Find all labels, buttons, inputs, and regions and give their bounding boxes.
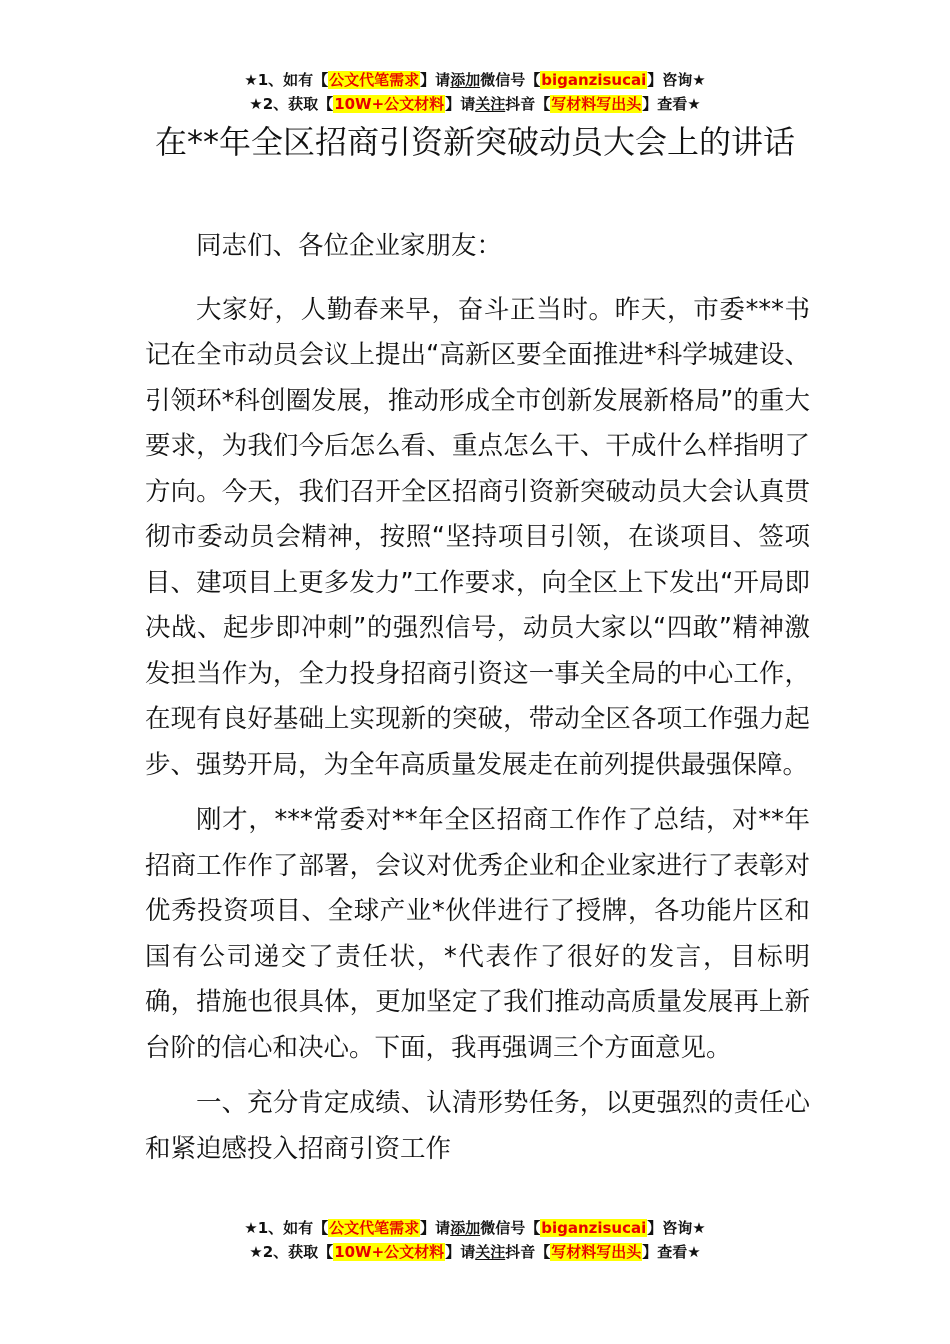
promo-highlight-service: 公文代笔需求 <box>329 1219 420 1237</box>
paragraph: 刚才，***常委对**年全区招商工作作了总结，对**年招商工作作了部署，会议对优秀企业和企业家进行了表彰对优秀投资项目、全球产业*伙伴进行了授牌，各功能片区和国有公司递交了责任状，*代表作了很好的发言，目标明确，措施也很具体，更加坚定了我们推动高质量发展再上新台阶的信心和决心。下面，我再强调三个方面意见。 <box>145 805 810 1063</box>
promo-line-1: ★1、如有【公文代笔需求】请添加微信号【biganzisucai】咨询★ <box>244 1219 706 1237</box>
greeting: 同志们、各位企业家朋友： <box>196 231 503 261</box>
promo-highlight-wechat-id: biganzisucai <box>541 71 647 89</box>
promo-highlight-materials: 10W+公文材料 <box>334 95 445 113</box>
promo-banner-bottom <box>0 1216 950 1264</box>
promo-line-2: ★2、获取【10W+公文材料】请关注抖音【写材料写出头】查看★ <box>249 1243 701 1261</box>
section-heading: 一、充分肯定成绩、认清形势任务，以更强烈的责任心和紧迫感投入招商引资工作 <box>145 1088 810 1164</box>
promo-line-2: ★2、获取【10W+公文材料】请关注抖音【写材料写出头】查看★ <box>249 95 701 113</box>
promo-banner-top <box>0 68 950 116</box>
document-title: 在**年全区招商引资新突破动员大会上的讲话 <box>154 123 795 161</box>
promo-highlight-service: 公文代笔需求 <box>329 71 420 89</box>
promo-highlight-douyin: 写材料写出头 <box>551 95 642 113</box>
promo-highlight-wechat-id: biganzisucai <box>541 1219 647 1237</box>
promo-highlight-douyin: 写材料写出头 <box>551 1243 642 1261</box>
document-body <box>145 224 810 1182</box>
paragraph: 大家好，人勤春来早，奋斗正当时。昨天，市委***书记在全市动员会议上提出“高新区要全面推进*科学城建设、引领环*科创圈发展，推动形成全市创新发展新格局”的重大要求，为我们今后怎么看、重点怎么干、干成什么样指明了方向。今天，我们召开全区招商引资新突破动员大会认真贯彻市委动员会精神，按照“坚持项目引领，在谈项目、签项目、建项目上更多发力”工作要求，向全区上下发出“开局即决战、起步即冲刺”的强烈信号，动员大家以“四敢”精神激发担当作为，全力投身招商引资这一事关全局的中心工作，在现有良好基础上实现新的突破，带动全区各项工作强力起步、强势开局，为全年高质量发展走在前列提供最强保障。 <box>145 294 810 780</box>
promo-highlight-materials: 10W+公文材料 <box>334 1243 445 1261</box>
promo-line-1: ★1、如有【公文代笔需求】请添加微信号【biganzisucai】咨询★ <box>244 71 706 89</box>
